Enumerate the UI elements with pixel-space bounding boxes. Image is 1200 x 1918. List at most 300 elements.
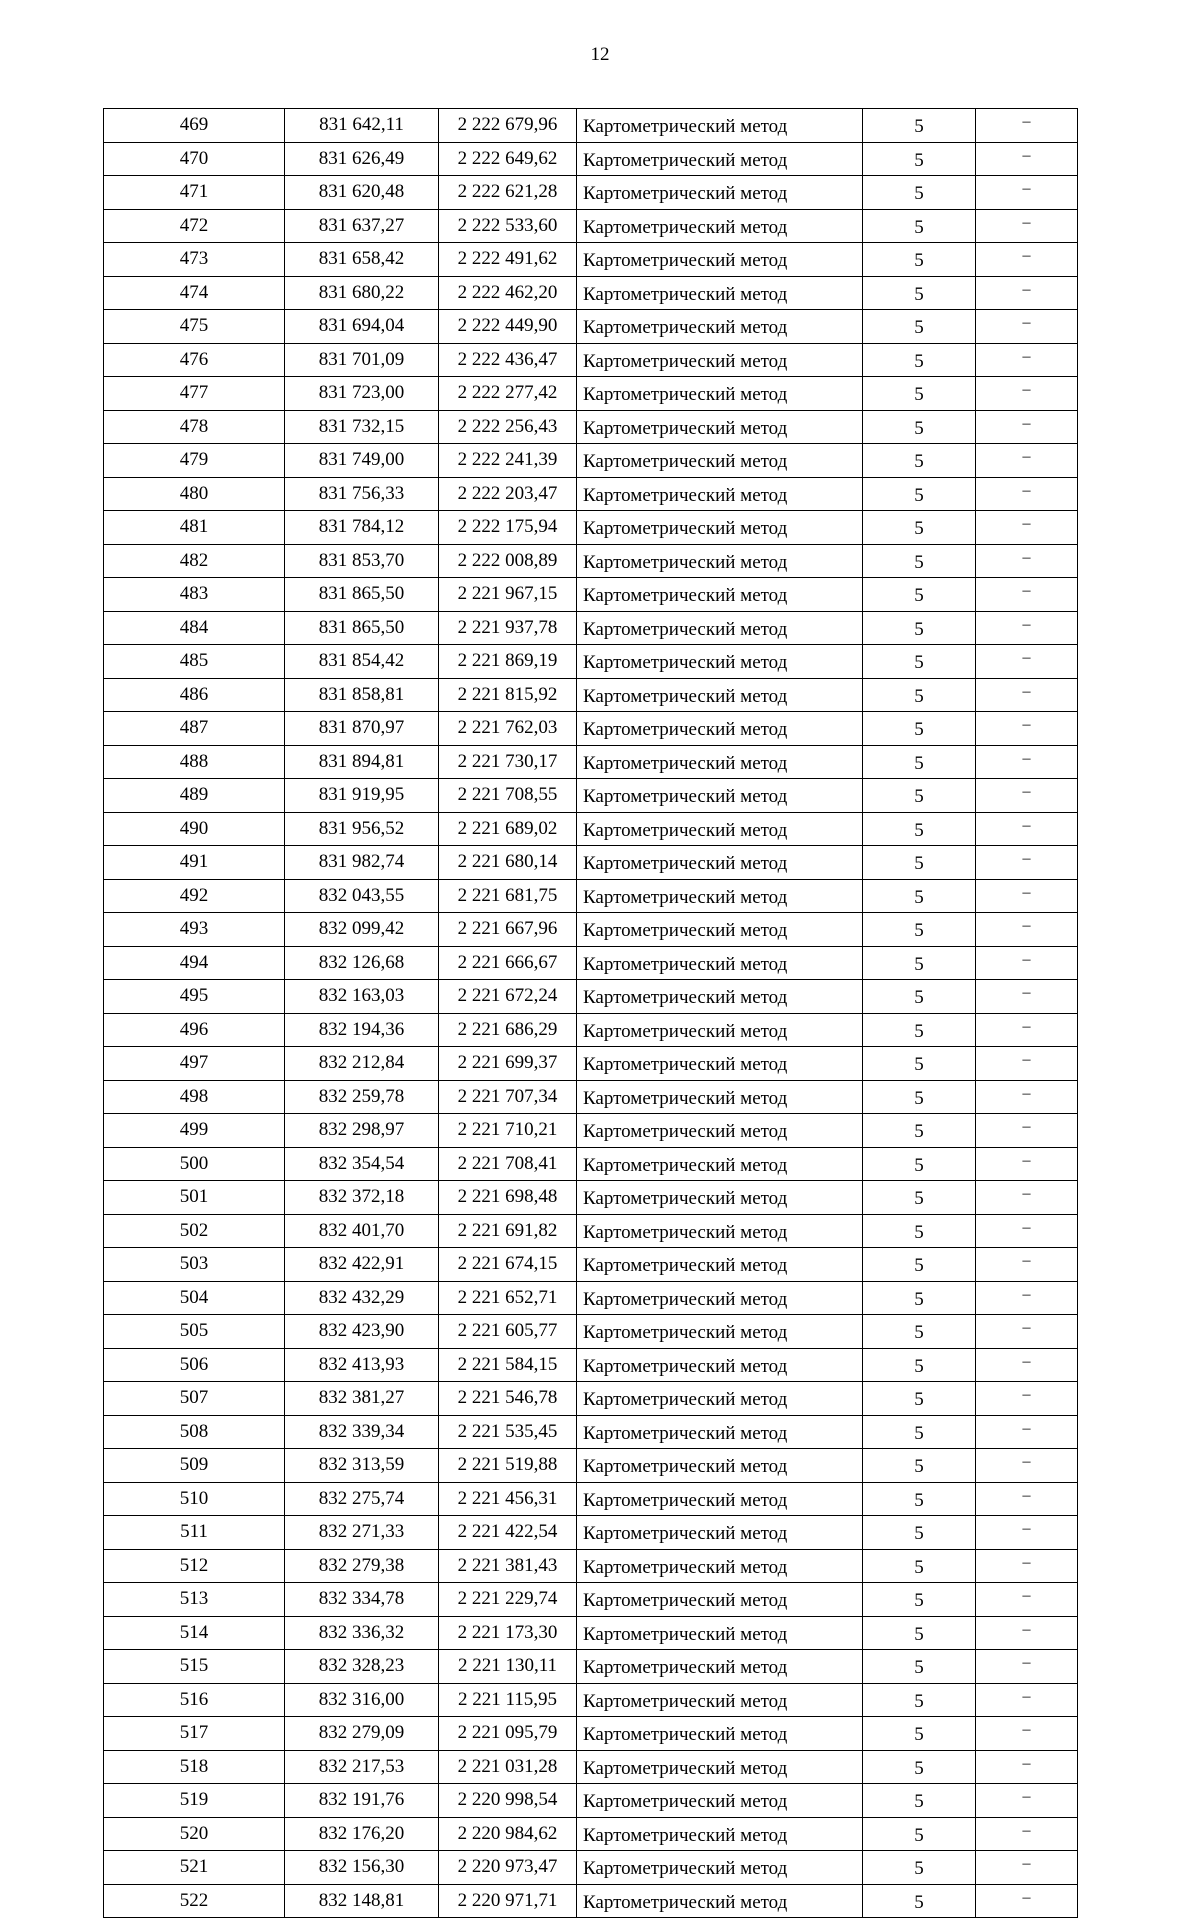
y-coordinate-cell: 2 221 680,14: [439, 846, 577, 880]
x-coordinate-cell: 831 919,95: [285, 779, 439, 813]
table-row: [104, 1348, 1078, 1382]
table-row: [104, 712, 1078, 746]
accuracy-cell: 5: [863, 176, 976, 210]
point-number-cell: 478: [104, 410, 285, 444]
description-cell: –: [976, 678, 1078, 712]
y-coordinate-cell: 2 222 256,43: [439, 410, 577, 444]
description-cell: –: [976, 913, 1078, 947]
table-row: [104, 1415, 1078, 1449]
point-number-cell: 514: [104, 1616, 285, 1650]
table-row: [104, 243, 1078, 277]
point-number-cell: 489: [104, 779, 285, 813]
method-cell: Картометрический метод: [577, 1583, 863, 1617]
y-coordinate-cell: 2 222 436,47: [439, 343, 577, 377]
x-coordinate-cell: 832 212,84: [285, 1047, 439, 1081]
point-number-cell: 480: [104, 477, 285, 511]
description-cell: –: [976, 243, 1078, 277]
point-number-cell: 507: [104, 1382, 285, 1416]
description-cell: –: [976, 779, 1078, 813]
point-number-cell: 488: [104, 745, 285, 779]
point-number-cell: 496: [104, 1013, 285, 1047]
y-coordinate-cell: 2 221 173,30: [439, 1616, 577, 1650]
table-row: [104, 377, 1078, 411]
table-row: [104, 946, 1078, 980]
table-row: [104, 812, 1078, 846]
x-coordinate-cell: 832 043,55: [285, 879, 439, 913]
point-number-cell: 521: [104, 1851, 285, 1885]
accuracy-cell: 5: [863, 712, 976, 746]
point-number-cell: 520: [104, 1817, 285, 1851]
description-cell: –: [976, 444, 1078, 478]
y-coordinate-cell: 2 220 984,62: [439, 1817, 577, 1851]
description-cell: –: [976, 142, 1078, 176]
accuracy-cell: 5: [863, 913, 976, 947]
y-coordinate-cell: 2 221 686,29: [439, 1013, 577, 1047]
accuracy-cell: 5: [863, 779, 976, 813]
y-coordinate-cell: 2 221 967,15: [439, 578, 577, 612]
description-cell: –: [976, 1214, 1078, 1248]
method-cell: Картометрический метод: [577, 1884, 863, 1918]
description-cell: –: [976, 1382, 1078, 1416]
method-cell: Картометрический метод: [577, 544, 863, 578]
method-cell: Картометрический метод: [577, 1784, 863, 1818]
description-cell: –: [976, 812, 1078, 846]
accuracy-cell: 5: [863, 578, 976, 612]
point-number-cell: 490: [104, 812, 285, 846]
y-coordinate-cell: 2 221 672,24: [439, 980, 577, 1014]
accuracy-cell: 5: [863, 1147, 976, 1181]
accuracy-cell: 5: [863, 1616, 976, 1650]
table-row: [104, 209, 1078, 243]
point-number-cell: 477: [104, 377, 285, 411]
description-cell: –: [976, 611, 1078, 645]
description-cell: –: [976, 276, 1078, 310]
method-cell: Картометрический метод: [577, 1047, 863, 1081]
x-coordinate-cell: 832 156,30: [285, 1851, 439, 1885]
y-coordinate-cell: 2 221 699,37: [439, 1047, 577, 1081]
description-cell: –: [976, 1549, 1078, 1583]
description-cell: –: [976, 1683, 1078, 1717]
y-coordinate-cell: 2 222 203,47: [439, 477, 577, 511]
table-row: [104, 1080, 1078, 1114]
table-row: [104, 1214, 1078, 1248]
x-coordinate-cell: 832 271,33: [285, 1516, 439, 1550]
method-cell: Картометрический метод: [577, 846, 863, 880]
method-cell: Картометрический метод: [577, 511, 863, 545]
table-row: [104, 410, 1078, 444]
x-coordinate-cell: 832 163,03: [285, 980, 439, 1014]
accuracy-cell: 5: [863, 1549, 976, 1583]
point-number-cell: 508: [104, 1415, 285, 1449]
x-coordinate-cell: 832 372,18: [285, 1181, 439, 1215]
point-number-cell: 475: [104, 310, 285, 344]
table-row: [104, 310, 1078, 344]
y-coordinate-cell: 2 221 535,45: [439, 1415, 577, 1449]
y-coordinate-cell: 2 222 621,28: [439, 176, 577, 210]
description-cell: –: [976, 1482, 1078, 1516]
method-cell: Картометрический метод: [577, 1147, 863, 1181]
point-number-cell: 519: [104, 1784, 285, 1818]
point-number-cell: 498: [104, 1080, 285, 1114]
coordinates-table: [103, 108, 1078, 1918]
x-coordinate-cell: 832 217,53: [285, 1750, 439, 1784]
y-coordinate-cell: 2 222 462,20: [439, 276, 577, 310]
accuracy-cell: 5: [863, 879, 976, 913]
x-coordinate-cell: 831 642,11: [285, 109, 439, 143]
accuracy-cell: 5: [863, 1080, 976, 1114]
accuracy-cell: 5: [863, 511, 976, 545]
table-row: [104, 1817, 1078, 1851]
method-cell: Картометрический метод: [577, 1750, 863, 1784]
point-number-cell: 497: [104, 1047, 285, 1081]
description-cell: –: [976, 1750, 1078, 1784]
y-coordinate-cell: 2 221 229,74: [439, 1583, 577, 1617]
accuracy-cell: 5: [863, 444, 976, 478]
x-coordinate-cell: 832 336,32: [285, 1616, 439, 1650]
accuracy-cell: 5: [863, 1683, 976, 1717]
description-cell: –: [976, 1047, 1078, 1081]
accuracy-cell: 5: [863, 209, 976, 243]
table-row: [104, 1683, 1078, 1717]
table-row: [104, 1482, 1078, 1516]
y-coordinate-cell: 2 221 710,21: [439, 1114, 577, 1148]
table-row: [104, 611, 1078, 645]
accuracy-cell: 5: [863, 310, 976, 344]
point-number-cell: 473: [104, 243, 285, 277]
point-number-cell: 474: [104, 276, 285, 310]
accuracy-cell: 5: [863, 1516, 976, 1550]
table-row: [104, 879, 1078, 913]
x-coordinate-cell: 831 756,33: [285, 477, 439, 511]
table-row: [104, 745, 1078, 779]
table-row: [104, 578, 1078, 612]
description-cell: –: [976, 879, 1078, 913]
description-cell: –: [976, 1583, 1078, 1617]
x-coordinate-cell: 832 423,90: [285, 1315, 439, 1349]
table-row: [104, 477, 1078, 511]
description-cell: –: [976, 1281, 1078, 1315]
y-coordinate-cell: 2 221 546,78: [439, 1382, 577, 1416]
table-row: [104, 142, 1078, 176]
table-row: [104, 109, 1078, 143]
description-cell: –: [976, 1348, 1078, 1382]
accuracy-cell: 5: [863, 1114, 976, 1148]
point-number-cell: 517: [104, 1717, 285, 1751]
point-number-cell: 470: [104, 142, 285, 176]
table-row: [104, 1650, 1078, 1684]
table-row: [104, 1013, 1078, 1047]
method-cell: Картометрический метод: [577, 410, 863, 444]
description-cell: –: [976, 1784, 1078, 1818]
coordinates-table-body: [104, 109, 1078, 1918]
description-cell: –: [976, 745, 1078, 779]
method-cell: Картометрический метод: [577, 1449, 863, 1483]
point-number-cell: 494: [104, 946, 285, 980]
accuracy-cell: 5: [863, 1248, 976, 1282]
description-cell: –: [976, 176, 1078, 210]
x-coordinate-cell: 831 701,09: [285, 343, 439, 377]
page-number: 12: [590, 44, 610, 65]
method-cell: Картометрический метод: [577, 1650, 863, 1684]
x-coordinate-cell: 832 422,91: [285, 1248, 439, 1282]
x-coordinate-cell: 832 191,76: [285, 1784, 439, 1818]
y-coordinate-cell: 2 221 422,54: [439, 1516, 577, 1550]
y-coordinate-cell: 2 221 652,71: [439, 1281, 577, 1315]
y-coordinate-cell: 2 222 241,39: [439, 444, 577, 478]
description-cell: –: [976, 1147, 1078, 1181]
x-coordinate-cell: 832 328,23: [285, 1650, 439, 1684]
method-cell: Картометрический метод: [577, 444, 863, 478]
table-row: [104, 1147, 1078, 1181]
y-coordinate-cell: 2 221 708,41: [439, 1147, 577, 1181]
x-coordinate-cell: 831 626,49: [285, 142, 439, 176]
table-row: [104, 1784, 1078, 1818]
accuracy-cell: 5: [863, 846, 976, 880]
table-row: [104, 1449, 1078, 1483]
accuracy-cell: 5: [863, 1214, 976, 1248]
method-cell: Картометрический метод: [577, 913, 863, 947]
table-row: [104, 846, 1078, 880]
x-coordinate-cell: 832 099,42: [285, 913, 439, 947]
description-cell: –: [976, 1616, 1078, 1650]
point-number-cell: 504: [104, 1281, 285, 1315]
y-coordinate-cell: 2 222 679,96: [439, 109, 577, 143]
method-cell: Картометрический метод: [577, 980, 863, 1014]
accuracy-cell: 5: [863, 1013, 976, 1047]
method-cell: Картометрический метод: [577, 1013, 863, 1047]
accuracy-cell: 5: [863, 980, 976, 1014]
x-coordinate-cell: 831 853,70: [285, 544, 439, 578]
x-coordinate-cell: 831 956,52: [285, 812, 439, 846]
table-row: [104, 913, 1078, 947]
description-cell: –: [976, 1080, 1078, 1114]
y-coordinate-cell: 2 221 698,48: [439, 1181, 577, 1215]
description-cell: –: [976, 310, 1078, 344]
description-cell: –: [976, 109, 1078, 143]
method-cell: Картометрический метод: [577, 109, 863, 143]
accuracy-cell: 5: [863, 1382, 976, 1416]
point-number-cell: 492: [104, 879, 285, 913]
description-cell: –: [976, 578, 1078, 612]
method-cell: Картометрический метод: [577, 1348, 863, 1382]
method-cell: Картометрический метод: [577, 1248, 863, 1282]
description-cell: –: [976, 1181, 1078, 1215]
y-coordinate-cell: 2 221 130,11: [439, 1650, 577, 1684]
x-coordinate-cell: 831 732,15: [285, 410, 439, 444]
point-number-cell: 471: [104, 176, 285, 210]
point-number-cell: 513: [104, 1583, 285, 1617]
table-row: [104, 1315, 1078, 1349]
accuracy-cell: 5: [863, 1315, 976, 1349]
table-row: [104, 1281, 1078, 1315]
point-number-cell: 522: [104, 1884, 285, 1918]
method-cell: Картометрический метод: [577, 142, 863, 176]
point-number-cell: 511: [104, 1516, 285, 1550]
accuracy-cell: 5: [863, 1817, 976, 1851]
table-row: [104, 1114, 1078, 1148]
accuracy-cell: 5: [863, 477, 976, 511]
x-coordinate-cell: 831 784,12: [285, 511, 439, 545]
description-cell: –: [976, 1114, 1078, 1148]
accuracy-cell: 5: [863, 1181, 976, 1215]
accuracy-cell: 5: [863, 1884, 976, 1918]
method-cell: Картометрический метод: [577, 1315, 863, 1349]
method-cell: Картометрический метод: [577, 1114, 863, 1148]
description-cell: –: [976, 377, 1078, 411]
method-cell: Картометрический метод: [577, 1181, 863, 1215]
description-cell: –: [976, 1415, 1078, 1449]
accuracy-cell: 5: [863, 544, 976, 578]
accuracy-cell: 5: [863, 1784, 976, 1818]
method-cell: Картометрический метод: [577, 1851, 863, 1885]
table-row: [104, 1583, 1078, 1617]
x-coordinate-cell: 831 865,50: [285, 611, 439, 645]
y-coordinate-cell: 2 222 277,42: [439, 377, 577, 411]
point-number-cell: 483: [104, 578, 285, 612]
point-number-cell: 505: [104, 1315, 285, 1349]
method-cell: Картометрический метод: [577, 310, 863, 344]
y-coordinate-cell: 2 221 667,96: [439, 913, 577, 947]
point-number-cell: 501: [104, 1181, 285, 1215]
x-coordinate-cell: 832 126,68: [285, 946, 439, 980]
y-coordinate-cell: 2 221 869,19: [439, 645, 577, 679]
accuracy-cell: 5: [863, 1583, 976, 1617]
point-number-cell: 503: [104, 1248, 285, 1282]
description-cell: –: [976, 1248, 1078, 1282]
y-coordinate-cell: 2 221 605,77: [439, 1315, 577, 1349]
description-cell: –: [976, 1884, 1078, 1918]
method-cell: Картометрический метод: [577, 1683, 863, 1717]
x-coordinate-cell: 832 316,00: [285, 1683, 439, 1717]
accuracy-cell: 5: [863, 1281, 976, 1315]
y-coordinate-cell: 2 221 584,15: [439, 1348, 577, 1382]
accuracy-cell: 5: [863, 1047, 976, 1081]
y-coordinate-cell: 2 221 815,92: [439, 678, 577, 712]
description-cell: –: [976, 980, 1078, 1014]
accuracy-cell: 5: [863, 1482, 976, 1516]
method-cell: Картометрический метод: [577, 276, 863, 310]
accuracy-cell: 5: [863, 1415, 976, 1449]
y-coordinate-cell: 2 221 691,82: [439, 1214, 577, 1248]
x-coordinate-cell: 831 894,81: [285, 745, 439, 779]
point-number-cell: 479: [104, 444, 285, 478]
point-number-cell: 510: [104, 1482, 285, 1516]
method-cell: Картометрический метод: [577, 1482, 863, 1516]
y-coordinate-cell: 2 221 730,17: [439, 745, 577, 779]
table-row: [104, 1616, 1078, 1650]
method-cell: Картометрический метод: [577, 678, 863, 712]
table-row: [104, 645, 1078, 679]
table-row: [104, 544, 1078, 578]
method-cell: Картометрический метод: [577, 779, 863, 813]
point-number-cell: 485: [104, 645, 285, 679]
method-cell: Картометрический метод: [577, 377, 863, 411]
table-row: [104, 678, 1078, 712]
point-number-cell: 506: [104, 1348, 285, 1382]
description-cell: –: [976, 209, 1078, 243]
y-coordinate-cell: 2 221 381,43: [439, 1549, 577, 1583]
table-row: [104, 1382, 1078, 1416]
accuracy-cell: 5: [863, 745, 976, 779]
method-cell: Картометрический метод: [577, 712, 863, 746]
x-coordinate-cell: 831 749,00: [285, 444, 439, 478]
point-number-cell: 491: [104, 846, 285, 880]
x-coordinate-cell: 832 279,38: [285, 1549, 439, 1583]
x-coordinate-cell: 831 723,00: [285, 377, 439, 411]
x-coordinate-cell: 831 680,22: [285, 276, 439, 310]
accuracy-cell: 5: [863, 678, 976, 712]
method-cell: Картометрический метод: [577, 946, 863, 980]
y-coordinate-cell: 2 221 708,55: [439, 779, 577, 813]
method-cell: Картометрический метод: [577, 243, 863, 277]
y-coordinate-cell: 2 221 707,34: [439, 1080, 577, 1114]
method-cell: Картометрический метод: [577, 209, 863, 243]
accuracy-cell: 5: [863, 812, 976, 846]
x-coordinate-cell: 832 432,29: [285, 1281, 439, 1315]
point-number-cell: 486: [104, 678, 285, 712]
point-number-cell: 487: [104, 712, 285, 746]
x-coordinate-cell: 832 275,74: [285, 1482, 439, 1516]
point-number-cell: 482: [104, 544, 285, 578]
point-number-cell: 512: [104, 1549, 285, 1583]
accuracy-cell: 5: [863, 109, 976, 143]
description-cell: –: [976, 1717, 1078, 1751]
table-row: [104, 1884, 1078, 1918]
x-coordinate-cell: 832 176,20: [285, 1817, 439, 1851]
x-coordinate-cell: 831 658,42: [285, 243, 439, 277]
table-row: [104, 779, 1078, 813]
method-cell: Картометрический метод: [577, 1080, 863, 1114]
table-row: [104, 1750, 1078, 1784]
y-coordinate-cell: 2 220 973,47: [439, 1851, 577, 1885]
description-cell: –: [976, 846, 1078, 880]
method-cell: Картометрический метод: [577, 879, 863, 913]
accuracy-cell: 5: [863, 611, 976, 645]
description-cell: –: [976, 1449, 1078, 1483]
x-coordinate-cell: 831 982,74: [285, 846, 439, 880]
description-cell: –: [976, 1851, 1078, 1885]
x-coordinate-cell: 832 354,54: [285, 1147, 439, 1181]
point-number-cell: 499: [104, 1114, 285, 1148]
point-number-cell: 493: [104, 913, 285, 947]
x-coordinate-cell: 832 313,59: [285, 1449, 439, 1483]
y-coordinate-cell: 2 221 456,31: [439, 1482, 577, 1516]
method-cell: Картометрический метод: [577, 1214, 863, 1248]
accuracy-cell: 5: [863, 1650, 976, 1684]
point-number-cell: 495: [104, 980, 285, 1014]
accuracy-cell: 5: [863, 243, 976, 277]
x-coordinate-cell: 832 298,97: [285, 1114, 439, 1148]
table-row: [104, 1047, 1078, 1081]
method-cell: Картометрический метод: [577, 645, 863, 679]
x-coordinate-cell: 831 637,27: [285, 209, 439, 243]
description-cell: –: [976, 1516, 1078, 1550]
accuracy-cell: 5: [863, 1348, 976, 1382]
description-cell: –: [976, 343, 1078, 377]
y-coordinate-cell: 2 221 115,95: [439, 1683, 577, 1717]
accuracy-cell: 5: [863, 410, 976, 444]
x-coordinate-cell: 831 694,04: [285, 310, 439, 344]
method-cell: Картометрический метод: [577, 477, 863, 511]
y-coordinate-cell: 2 221 095,79: [439, 1717, 577, 1751]
x-coordinate-cell: 831 865,50: [285, 578, 439, 612]
point-number-cell: 484: [104, 611, 285, 645]
description-cell: –: [976, 645, 1078, 679]
y-coordinate-cell: 2 221 681,75: [439, 879, 577, 913]
x-coordinate-cell: 832 381,27: [285, 1382, 439, 1416]
method-cell: Картометрический метод: [577, 745, 863, 779]
x-coordinate-cell: 832 279,09: [285, 1717, 439, 1751]
